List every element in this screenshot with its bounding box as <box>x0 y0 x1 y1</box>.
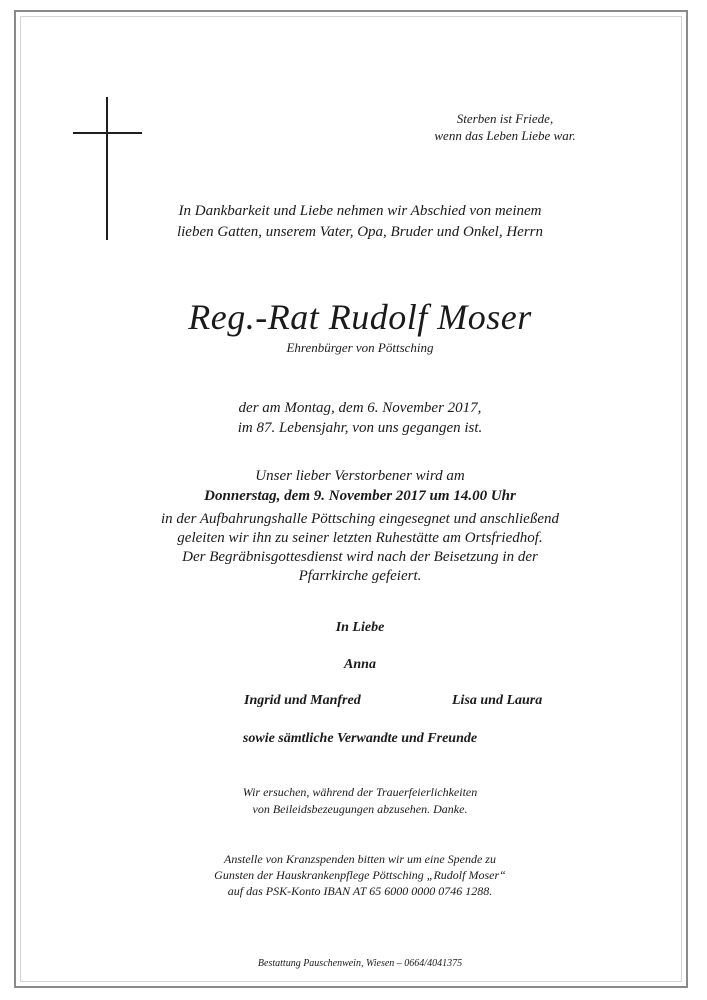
cross-horizontal-bar <box>73 132 142 134</box>
death-notice <box>120 398 600 438</box>
donation-notice <box>120 851 600 899</box>
motto <box>420 110 590 144</box>
funeral-home-footer: Bestattung Pauschenwein, Wiesen – 0664/4041375 <box>257 958 463 969</box>
intro-line-2: lieben Gatten, unserem Vater, Opa, Bruder und Onkel, Herrn <box>176 224 544 240</box>
funeral-intro: Unser lieber Verstorbener wird am <box>255 468 465 484</box>
request-line-2: von Beileidsbezeugungen abzusehen. Danke. <box>252 802 468 816</box>
honorary-title: Ehrenbürger von Pöttsching <box>286 340 434 355</box>
funeral-details <box>120 510 600 586</box>
funeral-line-4: Pfarrkirche gefeiert. <box>298 568 422 584</box>
condolence-request <box>120 784 600 818</box>
funeral-date: Donnerstag, dem 9. November 2017 um 14.00 Uhr <box>204 488 516 504</box>
intro-text <box>120 201 600 243</box>
funeral-line-2: geleiten wir ihn zu seiner letzten Ruhestätte am Ortsfriedhof. <box>177 530 543 546</box>
donation-line-3: auf das PSK-Konto IBAN AT 65 6000 0000 0746 1288. <box>227 884 493 898</box>
mourner-relatives: sowie sämtliche Verwandte und Freunde <box>242 731 478 746</box>
donation-line-1: Anstelle von Kranzspenden bitten wir um eine Spende zu <box>224 852 496 866</box>
funeral-line-1: in der Aufbahrungshalle Pöttsching eingesegnet und anschließend <box>161 511 559 527</box>
request-line-1: Wir ersuchen, während der Trauerfeierlichkeiten <box>242 785 478 799</box>
funeral-line-3: Der Begräbnisgottesdienst wird nach der Beisetzung in der <box>182 549 538 565</box>
motto-line-2: wenn das Leben Liebe war. <box>434 128 576 143</box>
mourner-family-right: Lisa und Laura <box>452 693 543 708</box>
death-line-2: im 87. Lebensjahr, von uns gegangen ist. <box>237 420 483 436</box>
donation-line-2: Gunsten der Hauskrankenpflege Pöttsching „Rudolf Moser“ <box>214 868 506 882</box>
cross-vertical-bar <box>106 97 108 240</box>
motto-line-1: Sterben ist Friede, <box>456 111 554 126</box>
mourner-spouse: Anna <box>344 657 376 672</box>
death-line-1: der am Montag, dem 6. November 2017, <box>238 400 482 416</box>
mourner-family-left: Ingrid und Manfred <box>244 693 361 708</box>
signoff: In Liebe <box>335 620 385 635</box>
intro-line-1: In Dankbarkeit und Liebe nehmen wir Abschied von meinem <box>178 203 542 219</box>
deceased-name: Reg.-Rat Rudolf Moser <box>188 297 532 337</box>
